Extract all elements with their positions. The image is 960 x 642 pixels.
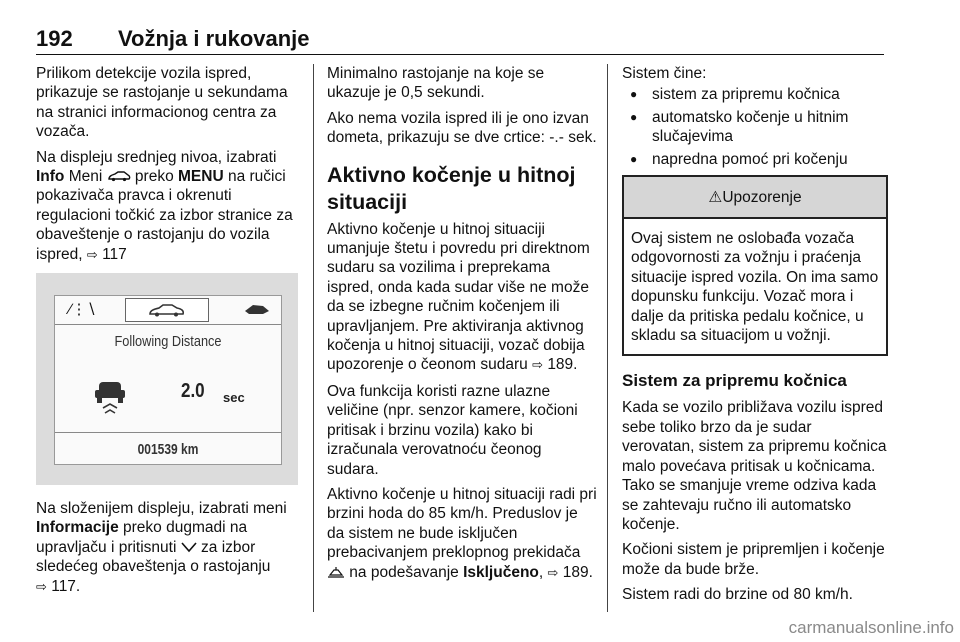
warning-box <box>622 175 888 356</box>
column-right <box>622 64 888 611</box>
watermark: carmanualsonline.info <box>788 618 954 637</box>
divider <box>55 432 281 433</box>
component-list <box>622 85 888 169</box>
page-ref-icon: ⇨ <box>532 358 543 374</box>
paragraph: Sistem čine: <box>622 65 707 82</box>
paragraph: Sistem radi do brzine od 80 km/h. <box>622 586 853 604</box>
page-ref[interactable]: 189. <box>562 563 593 581</box>
warning-title: Upozorenje <box>722 189 802 207</box>
warning-icon: ⚠ <box>708 188 723 207</box>
list-item: ● sistem za pripremu kočnica <box>622 85 888 104</box>
paragraph: Ako nema vozila ispred ili je ono izvan dometa, prikazuju se dve crtice: -.- sek. <box>327 109 597 147</box>
column-left <box>36 64 298 603</box>
column-divider <box>313 64 314 612</box>
paragraph: Na složenijem displeju, izabrati meni Informacije preko dugmadi na upravljaču i pritisnuti za izbor sledećeg obaveštenja o rastojanju ⇨ 117. <box>36 500 287 595</box>
paragraph: Kočioni sistem je pripremljen i kočenje može da bude brže. <box>622 541 885 578</box>
list-item: ● napredna pomoć pri kočenju <box>622 150 888 169</box>
odometer: 001539 km <box>137 441 199 459</box>
paragraph: Na displeju srednjeg nivoa, izabrati Info Meni preko MENU na ručici pokazivača pravca i okrenuti regulacioni točkić za izbor stranice za obaveštenje o rastojanju do vozila ispred, ⇨ 117 <box>36 148 293 263</box>
column-middle <box>327 64 597 589</box>
page-number: 192 <box>36 26 73 51</box>
section-heading: Aktivno kočenje u hitnoj situaciji <box>327 162 576 214</box>
car-tab-icon <box>126 299 208 321</box>
car-icon <box>107 171 131 182</box>
page-ref-icon: ⇨ <box>36 579 47 595</box>
following-distance-figure <box>36 273 298 485</box>
list-item: ● automatsko kočenje u hitnim slučajevima <box>622 108 888 147</box>
display-title: Following Distance <box>114 333 222 351</box>
page-header <box>36 22 884 55</box>
lane-tab-icon: ∕⋮∖ <box>69 301 97 319</box>
paragraph: Prilikom detekcije vozila ispred, prikazuje se rastojanje u sekundama na stranici informacionog centra za vozača. <box>36 65 288 141</box>
paragraph: Aktivno kočenje u hitnoj situaciji radi pri brzini hoda do 85 km/h. Preduslov je da sistem ne bude isključen prebacivanjem preklopnog prekidača na podešavanje Isključeno, ⇨ 189. <box>327 485 597 581</box>
paragraph: Minimalno rastojanje na koje se ukazuje je 0,5 sekundi. <box>327 65 545 102</box>
section-heading: Sistem za pripremu kočnica <box>622 371 847 391</box>
paragraph: Ova funkcija koristi razne ulazne veličine (npr. senzor kamere, kočioni pritisak i brzinu vozila) kako bi izračunala verovatnoću čeonog sudara. <box>327 382 578 478</box>
distance-unit: sec <box>223 390 245 406</box>
page-ref-icon: ⇨ <box>86 247 98 263</box>
car-side-tab-icon <box>243 302 271 316</box>
page-ref[interactable]: 117. <box>51 577 81 595</box>
paragraph: Aktivno kočenje u hitnoj situaciji umanjuje štetu i povredu pri direktnom sudaru sa vozilima i preprekama ispred, onda kada sudar više ne može da se izbegne ručnim kočenjem ili upravljanjem. Pre aktiviranja aktivnog kočenja u hitnoj situaciji, vozač dobija upozorenje o čeonom sudaru ⇨ 189. <box>327 220 590 374</box>
paragraph: Kada se vozilo približava vozilu ispred sebe toliko brzo da je sudar verovatan, sistem za pripremu kočnica malo povećava pritisak u kočnicama. Tako se smanjuje vreme odziva kada se zahtevaju ručno ili automatsko kočenje. <box>622 399 887 533</box>
column-divider <box>607 64 608 612</box>
selected-tab <box>125 298 209 322</box>
page-ref-icon: ⇨ <box>547 565 559 581</box>
warning-text: Ovaj sistem ne oslobađa vozača odgovornosti za vožnju i praćenja situacije ispred vozila. On ima samo dopunsku funkciju. Vozač mora i dalje da pritiska pedalu kočnice, u skladu sa situacijom u vožnji. <box>631 230 879 345</box>
vehicle-ahead-icon <box>93 378 127 416</box>
switch-icon <box>327 566 345 579</box>
warning-header <box>624 177 886 219</box>
display-tabs <box>55 296 281 325</box>
page-ref[interactable]: 117 <box>102 245 127 263</box>
distance-value: 2.0 <box>181 380 205 403</box>
chevron-down-icon <box>181 542 197 553</box>
chapter-title: Vožnja i rukovanje <box>118 26 310 51</box>
display-screen <box>54 295 282 465</box>
page-ref[interactable]: 189. <box>547 356 578 374</box>
